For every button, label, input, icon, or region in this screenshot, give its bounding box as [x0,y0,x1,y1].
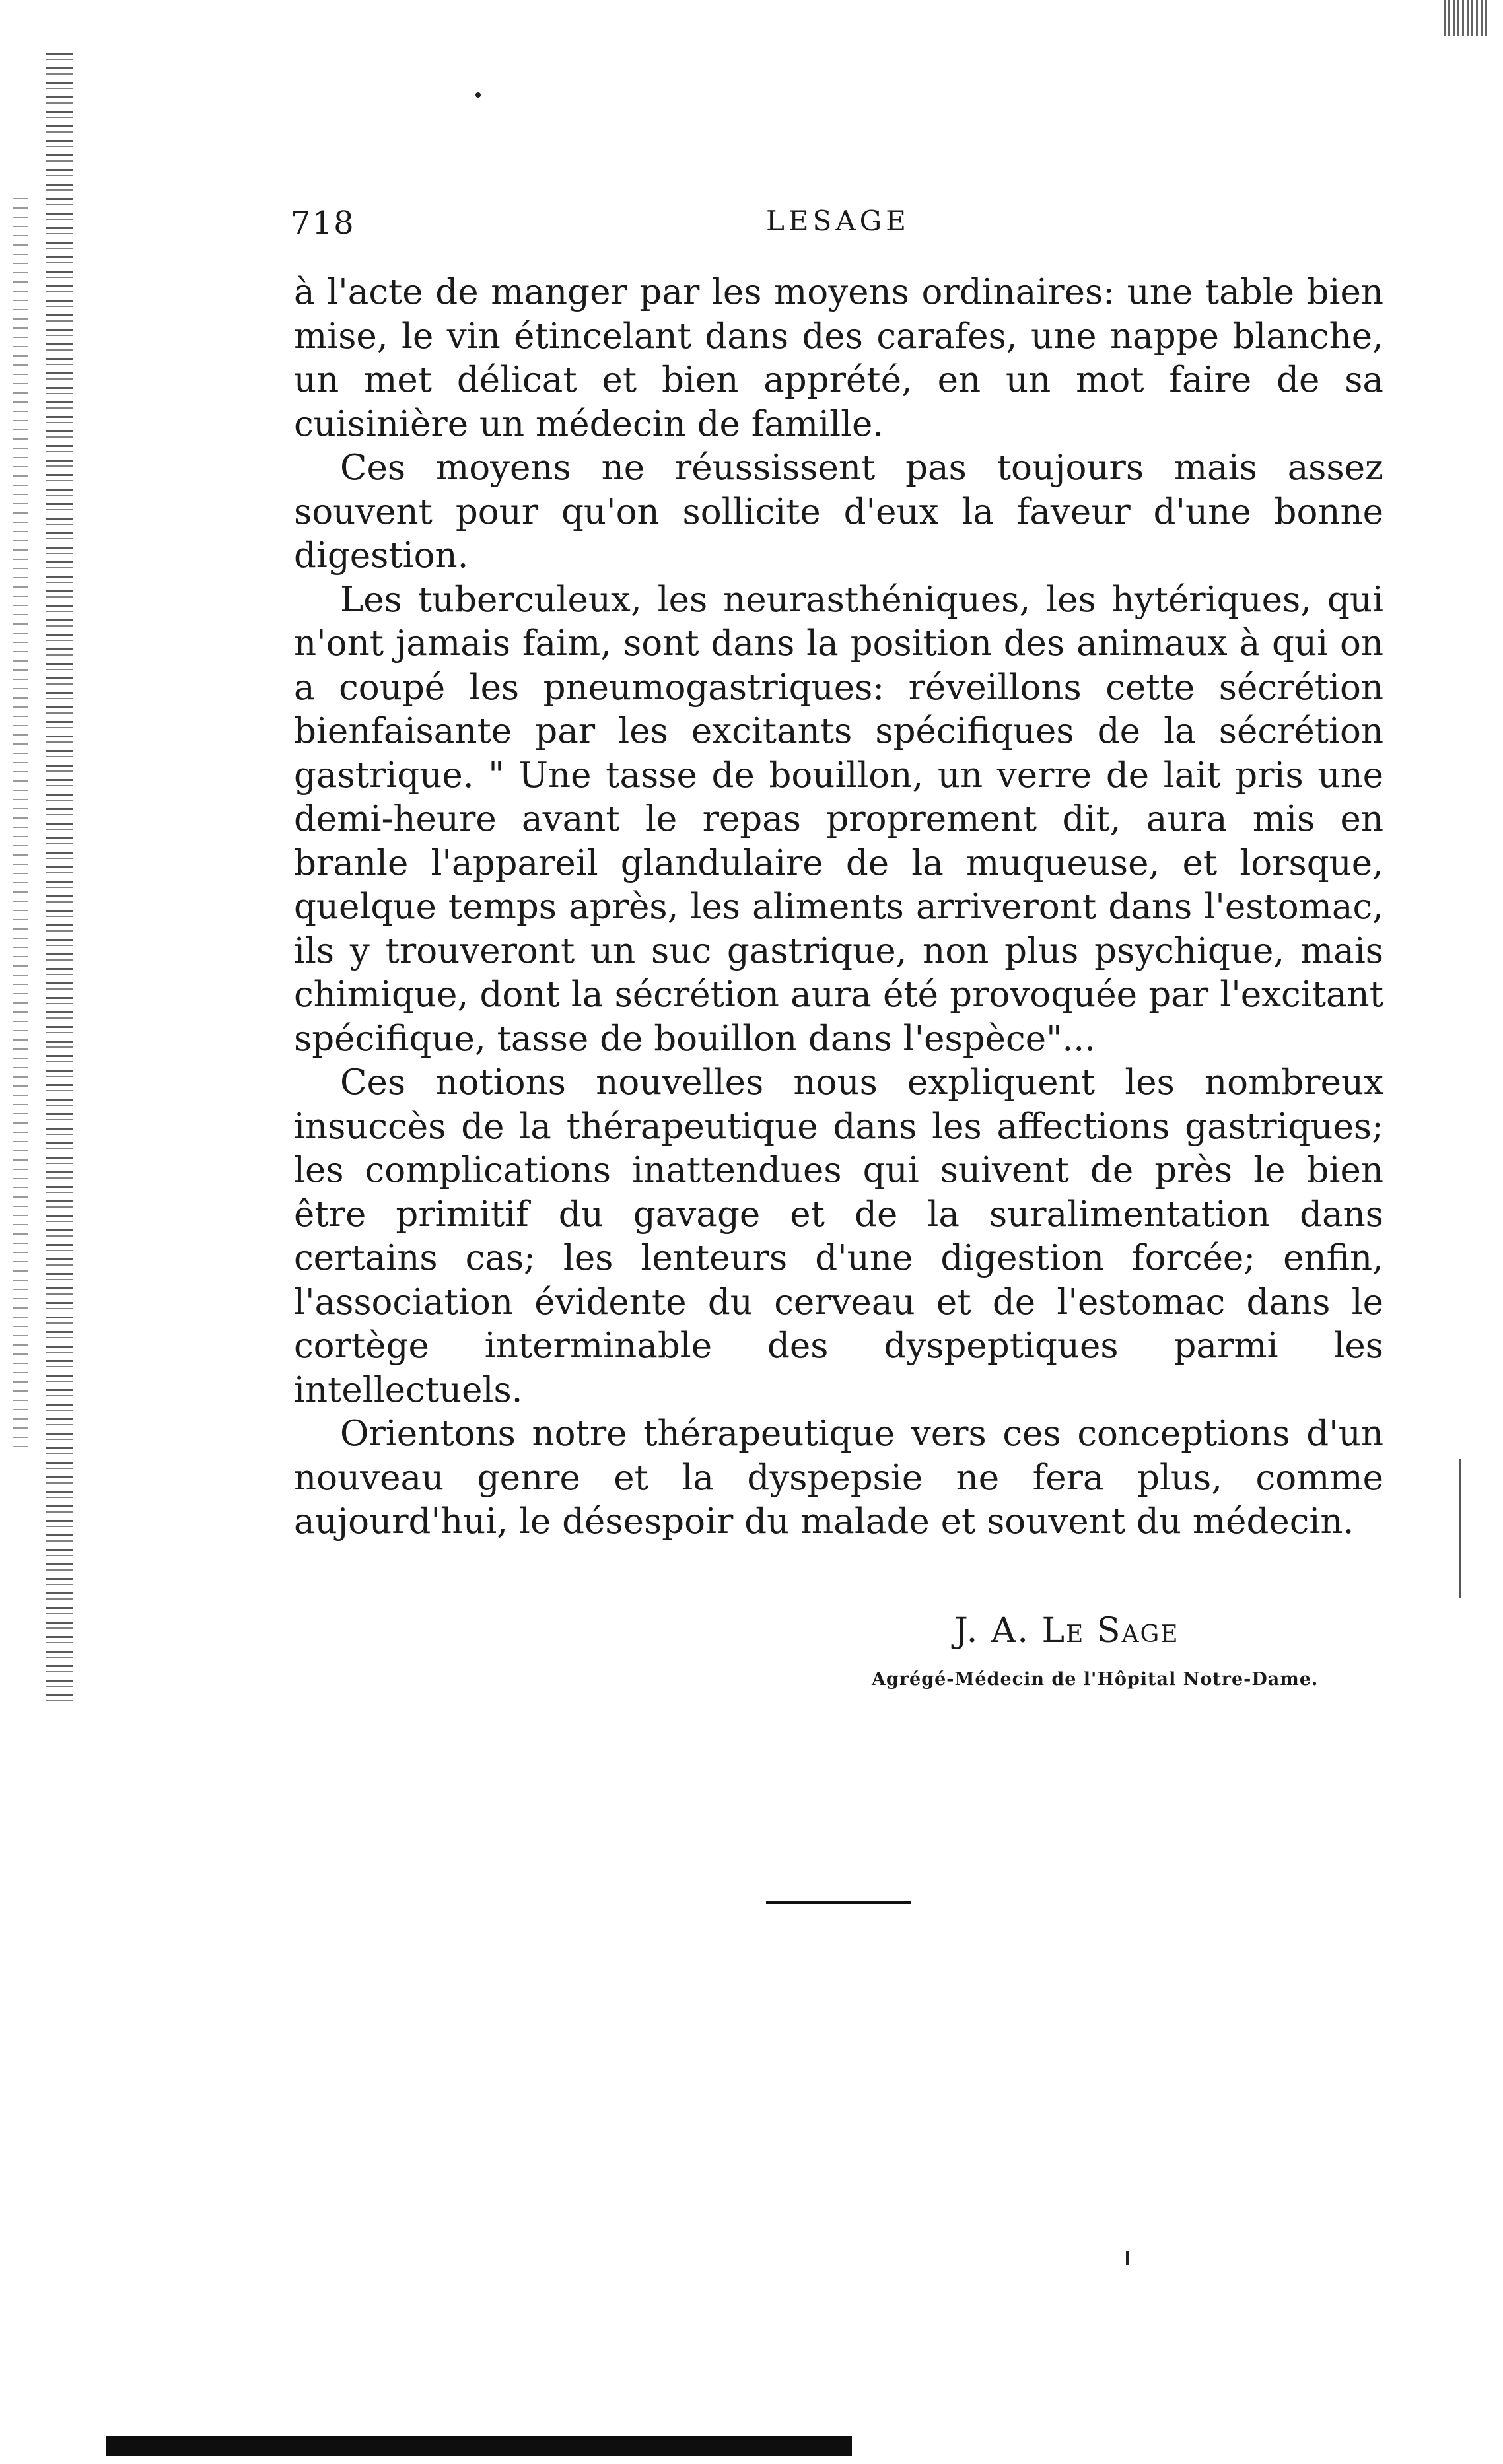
paragraph: à l'acte de manger par les moyens ordinaires: une table bien mise, le vin étincelant dans des carafes, une nappe blanche, un met délicat et bien apprété, en un mot faire de sa cuisinière un médecin de famille. [294,272,1383,444]
binding-edge-artifact-outer [13,198,28,1453]
corner-scan-artifact [1444,0,1490,36]
author-affiliation: Agrégé-Médecin de l'Hôpital Notre-Dame. [872,1669,1319,1690]
paragraph: Ces notions nouvelles nous expliquent les nombreux insuccès de la thérapeutique dans les affections gastriques; les complications inattendues qui suivent de près le bien être primitif du gavage et de la suralimentation dans certains cas; les lenteurs d'une digestion forcée; enfin, l'association évidente du cerveau et de l'estomac dans le cortège interminable des dyspeptiques parmi les intellectuels. [294,1062,1383,1410]
paragraph: Les tuberculeux, les neurasthéniques, les hytériques, qui n'ont jamais faim, sont dans la position des animaux à qui on a coupé les pneumogastriques: réveillons cette sécrétion bienfaisante par les excitants spécifiques de la sécrétion gastrique. " Une tasse de bouillon, un verre de lait pris une demi-heure avant le repas proprement dit, aura mis en branle l'appareil glandulaire de la muqueuse, et lorsque, quelque temps après, les aliments arriveront dans l'estomac, ils y trouveront un suc gastrique, non plus psychique, mais chimique, dont la sécrétion aura été provoquée par l'excitant spécifique, tasse de bouillon dans l'espèce"... [294,579,1383,1059]
scan-bottom-bar [106,2436,852,2456]
binding-edge-artifact [46,53,73,1703]
running-head [291,205,1380,251]
stray-mark [1126,2251,1129,2265]
margin-scan-line [1459,1459,1461,1598]
stray-ink-dot [475,92,481,98]
author-signature: J. A. Le Sage [954,1611,1179,1651]
paragraph: Ces moyens ne réussissent pas toujours mais assez souvent pour qu'on sollicite d'eux la faveur d'une bonne digestion. [294,448,1383,576]
article-body [294,271,1383,1544]
paragraph: Orientons notre thérapeutique vers ces conceptions d'un nouveau genre et la dyspepsie ne fera plus, comme aujourd'hui, le désespoir du malade et souvent du médecin. [294,1414,1383,1542]
end-rule [766,1901,911,1904]
page-number: 718 [291,205,355,242]
running-title: LESAGE [766,205,910,237]
